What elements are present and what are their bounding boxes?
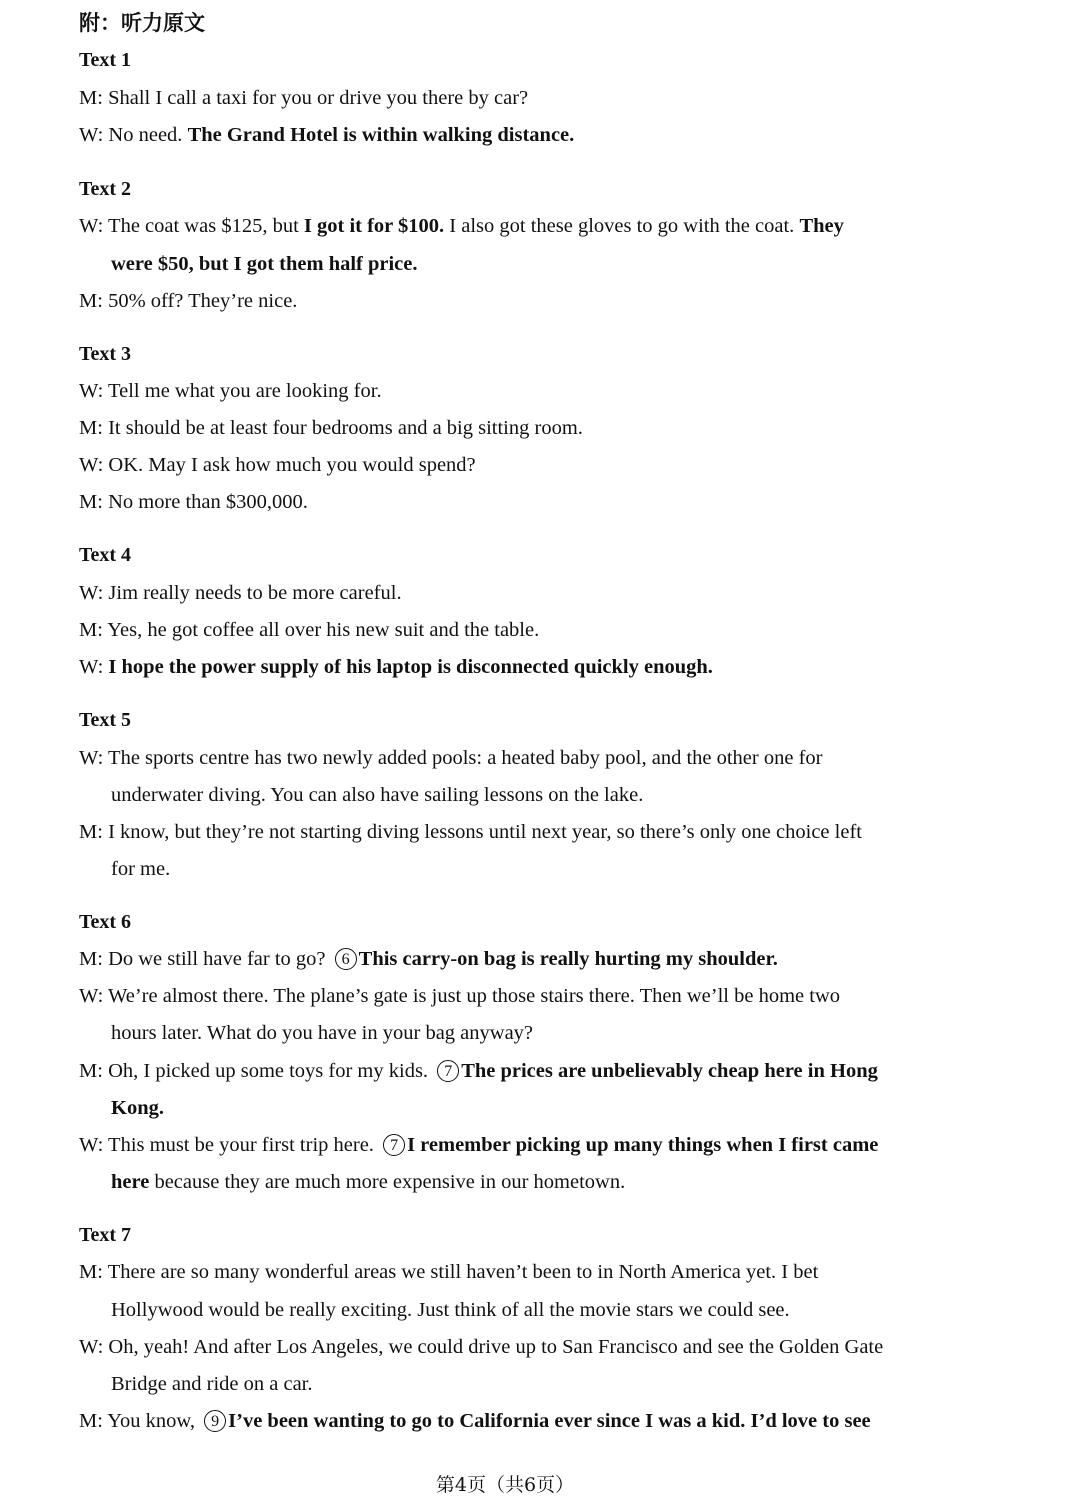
dialogue-line	[79, 580, 402, 606]
dialogue-line-continued	[111, 782, 643, 808]
line-text: I also got these gloves to go with the coat.	[444, 215, 800, 237]
line-text: underwater diving. You can also have sailing lessons on the lake.	[111, 784, 644, 806]
line-text: Oh, I picked up some toys for my kids.	[108, 1060, 434, 1082]
line-text: because they are much more expensive in our hometown.	[149, 1171, 626, 1193]
dialogue-line	[79, 983, 840, 1009]
answer-highlight: This carry-on bag is really hurting my shoulder.	[358, 948, 778, 970]
text-heading: Text 2	[79, 178, 132, 200]
line-text: No need.	[108, 124, 188, 146]
line-text: This must be your first trip here.	[108, 1134, 380, 1156]
dialogue-line	[79, 1058, 878, 1084]
dialogue-line	[79, 213, 844, 239]
line-text: Shall I call a taxi for you or drive you there by car?	[108, 87, 529, 109]
dialogue-line	[79, 654, 713, 680]
speaker-label: M:	[79, 1261, 108, 1283]
line-text: Hollywood would be really exciting. Just think of all the movie stars we could see.	[111, 1299, 790, 1321]
speaker-label: W:	[79, 380, 109, 402]
page-footer: 第4页（共6页）	[435, 1474, 575, 1496]
dialogue-line	[79, 452, 476, 478]
line-text: We’re almost there. The plane’s gate is just up those stairs there. Then we’ll be home two	[108, 985, 841, 1007]
dialogue-line-continued	[111, 1169, 625, 1195]
speaker-label: W:	[79, 1134, 109, 1156]
dialogue-line	[79, 1132, 878, 1158]
line-text: Tell me what you are looking for.	[108, 380, 382, 402]
speaker-label: M:	[79, 491, 109, 513]
question-number-marker: 7	[383, 1134, 405, 1156]
dialogue-line	[79, 122, 574, 148]
speaker-label: W:	[79, 747, 109, 769]
speaker-label: M:	[79, 87, 109, 109]
text-heading: Text 1	[79, 49, 132, 71]
speaker-label: W:	[79, 124, 109, 146]
dialogue-line	[79, 415, 583, 441]
line-text: You know,	[107, 1410, 201, 1432]
line-text: It should be at least four bedrooms and a big sitting room.	[108, 417, 583, 439]
line-text: The coat was $125, but	[108, 215, 304, 237]
line-text: Oh, yeah! And after Los Angeles, we could drive up to San Francisco and see the Golden Gate	[108, 1336, 884, 1358]
line-text: I know, but they’re not starting diving lessons until next year, so there’s only one choice left	[108, 821, 862, 843]
dialogue-line	[79, 1334, 883, 1360]
text-heading: Text 6	[79, 911, 132, 933]
text-heading: Text 4	[79, 544, 132, 566]
dialogue-line-continued	[111, 1095, 164, 1121]
dialogue-line	[79, 617, 539, 643]
answer-highlight: I got it for $100.	[303, 215, 445, 237]
answer-highlight: I’ve been wanting to go to California ever since I was a kid. I’d love to see	[228, 1410, 871, 1432]
answer-highlight: Kong.	[111, 1097, 164, 1119]
speaker-label: M:	[79, 821, 109, 843]
question-number-marker: 7	[437, 1060, 459, 1082]
dialogue-line-continued	[111, 251, 418, 277]
dialogue-line	[79, 85, 528, 111]
dialogue-line-continued	[111, 1020, 533, 1046]
dialogue-line	[79, 745, 822, 771]
speaker-label: W:	[79, 454, 109, 476]
answer-highlight: I remember picking up many things when I first came	[407, 1134, 879, 1156]
dialogue-line	[79, 288, 297, 314]
line-text: Jim really needs to be more careful.	[108, 582, 402, 604]
dialogue-line	[79, 489, 308, 515]
question-number-marker: 9	[204, 1410, 226, 1432]
dialogue-line	[79, 1408, 871, 1434]
speaker-label: W:	[79, 656, 109, 678]
speaker-label: W:	[79, 582, 109, 604]
answer-highlight: The Grand Hotel is within walking distance.	[187, 124, 575, 146]
answer-highlight: here	[111, 1171, 150, 1193]
line-text: for me.	[111, 858, 171, 880]
line-text: OK. May I ask how much you would spend?	[108, 454, 476, 476]
speaker-label: W:	[79, 1336, 109, 1358]
page-title: 附：听力原文	[79, 11, 205, 35]
text-heading: Text 5	[79, 709, 132, 731]
text-heading: Text 7	[79, 1224, 132, 1246]
speaker-label: M:	[79, 619, 108, 641]
answer-highlight: The prices are unbelievably cheap here in Hong	[461, 1060, 878, 1082]
speaker-label: M:	[79, 417, 109, 439]
speaker-label: M:	[79, 1410, 108, 1432]
line-text: Bridge and ride on a car.	[111, 1373, 313, 1395]
line-text: There are so many wonderful areas we still haven’t been to in North America yet. I bet	[107, 1261, 819, 1283]
speaker-label: W:	[79, 215, 109, 237]
line-text: hours later. What do you have in your bag anyway?	[111, 1022, 534, 1044]
line-text: The sports centre has two newly added pools: a heated baby pool, and the other one for	[108, 747, 823, 769]
question-number-marker: 6	[335, 948, 357, 970]
answer-highlight: were $50, but I got them half price.	[111, 253, 418, 275]
line-text: 50% off? They’re nice.	[108, 290, 298, 312]
speaker-label: M:	[79, 948, 109, 970]
dialogue-line	[79, 946, 778, 972]
dialogue-line-continued	[111, 1371, 313, 1397]
dialogue-line-continued	[111, 1297, 790, 1323]
speaker-label: W:	[79, 985, 109, 1007]
answer-highlight: They	[799, 215, 844, 237]
dialogue-line	[79, 378, 382, 404]
line-text: Yes, he got coffee all over his new suit and the table.	[107, 619, 540, 641]
speaker-label: M:	[79, 290, 109, 312]
speaker-label: M:	[79, 1060, 109, 1082]
line-text: Do we still have far to go?	[108, 948, 331, 970]
dialogue-line	[79, 819, 862, 845]
answer-highlight: I hope the power supply of his laptop is disconnected quickly enough.	[108, 656, 713, 678]
line-text: No more than $300,000.	[108, 491, 308, 513]
text-heading: Text 3	[79, 343, 132, 365]
dialogue-line-continued	[111, 856, 170, 882]
dialogue-line	[79, 1259, 818, 1285]
